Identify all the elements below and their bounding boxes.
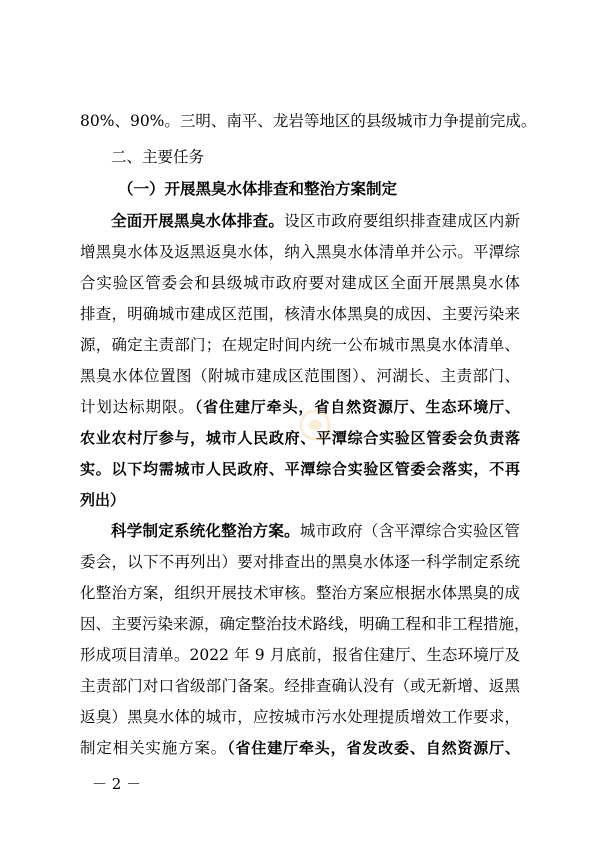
paragraph-text: 制定相关实施方案。 (80, 739, 228, 757)
paragraph-lead: 科学制定系统化整治方案。 (111, 521, 300, 540)
subsection-heading: （一）开展黑臭水体排查和整治方案制定 (118, 180, 398, 198)
paragraph-line: 化整治方案，组织开展技术审核。整治方案应根据水体黑臭的成 (80, 584, 520, 602)
section-heading: 二、主要任务 (111, 148, 205, 166)
paragraph-text: 计划达标期限。 (80, 398, 195, 416)
responsibility-note: （省住建厅牵头，省发改委、自然资源厅、 (227, 739, 520, 757)
paragraph-line: 返臭）黑臭水体的城市，应按城市污水处理提质增效工作要求， (80, 708, 520, 726)
paragraph-line (111, 211, 520, 231)
paragraph-line: 委会，以下不再列出）要对排查出的黑臭水体逐一科学制定系统 (80, 553, 520, 571)
responsibility-note: 农业农村厅参与，城市人民政府、平潭综合实验区管委会负责落 (80, 429, 520, 447)
watermark-logo-icon (298, 408, 332, 442)
paragraph-line: 源，确定主责部门；在规定时间内统一公布城市黑臭水体清单、 (80, 336, 520, 354)
paragraph-line: 增黑臭水体及返黑返臭水体，纳入黑臭水体清单并公示。平潭综 (80, 243, 520, 261)
paragraph-line: 排查，明确城市建成区范围，核清水体黑臭的成因、主要污染来 (80, 305, 520, 323)
paragraph-line: 因、主要污染来源，确定整治技术路线，明确工程和非工程措施， (80, 615, 530, 633)
paragraph-line: 主责部门对口省级部门备案。经排查确认没有（或无新增、返黑 (80, 677, 520, 695)
paragraph-line: 黑臭水体位置图（附城市建成区范围图）、河湖长、主责部门、 (80, 367, 520, 385)
responsibility-note: （省住建厅牵头，省自然资源厅、生态环境厅、 (194, 398, 520, 416)
paragraph-text: 设区市政府要组织排查建成区内新 (284, 212, 520, 230)
paragraph-line (80, 738, 520, 758)
paragraph-line: 合实验区管委会和县级城市政府要对建成区全面开展黑臭水体 (80, 274, 520, 292)
paragraph-line: 形成项目清单。2022 年 9 月底前，报省住建厅、生态环境厅及 (80, 646, 520, 664)
paragraph-line (111, 521, 520, 541)
paragraph-text: 城市政府（含平潭综合实验区管 (299, 522, 520, 540)
responsibility-note: 列出） (80, 491, 126, 509)
paragraph-lead: 全面开展黑臭水体排查。 (111, 211, 285, 230)
paragraph-line: 80%、90%。三明、南平、龙岩等地区的县级城市力争提前完成。 (80, 112, 537, 130)
responsibility-note: 实。以下均需城市人民政府、平潭综合实验区管委会落实，不再 (80, 460, 520, 478)
page-number: － 2 － (92, 775, 142, 793)
